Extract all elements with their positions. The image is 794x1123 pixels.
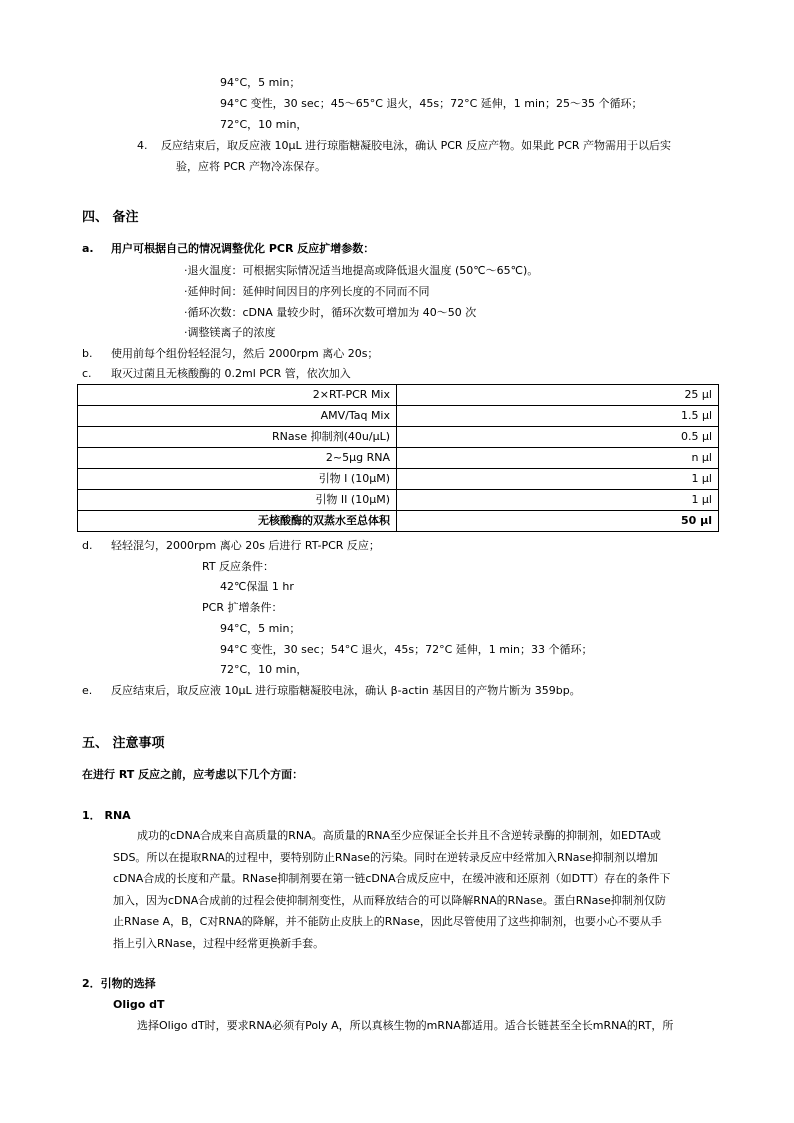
pcr-condition-2: 94°C 变性，30 sec；54°C 退火，45s；72°C 延伸，1 min；33 个循环； [220, 643, 593, 656]
item-e-text: 反应结束后，取反应液 10μL 进行琼脂糖凝胶电泳，确认 β-actin 基因目的产物片断为 359bp。 [111, 684, 581, 697]
rt-condition-label: RT 反应条件： [202, 560, 275, 573]
reagent-name: 2~5μg RNA [78, 448, 397, 469]
table-row [78, 469, 719, 490]
table-row [78, 427, 719, 448]
item-b-text: 使用前每个组份轻轻混匀，然后 2000rpm 离心 20s； [111, 347, 379, 360]
a-sub-annealing: ·退火温度：可根据实际情况适当地提高或降低退火温度 (50℃～65℃)。 [184, 264, 539, 277]
reagent-amount: 0.5 μl [397, 427, 719, 448]
pcr-step-2: 94°C 变性，30 sec；45～65°C 退火，45s；72°C 延伸，1 min；25～35 个循环； [220, 97, 643, 110]
step-4-text: 反应结束后，取反应液 10μL 进行琼脂糖凝胶电泳，确认 PCR 反应产物。如果此 PCR 产物需用于以后实 [161, 139, 672, 152]
pcr-condition-label: PCR 扩增条件： [202, 601, 283, 614]
item-e-label: e. [82, 684, 93, 697]
table-row [78, 448, 719, 469]
section-5-heading: 五、 注意事项 [82, 736, 165, 751]
rt-condition-temp: 42℃保温 1 hr [220, 580, 294, 593]
item-c-text: 取灭过菌且无核酸酶的 0.2ml PCR 管，依次加入 [111, 367, 351, 380]
section-5-intro: 在进行 RT 反应之前，应考虑以下几个方面： [82, 768, 304, 781]
reagent-name: RNase 抑制剂(40u/μL) [78, 427, 397, 448]
rna-paragraph [113, 825, 713, 954]
pcr-condition-1: 94°C，5 min； [220, 622, 301, 635]
reagent-name: 2×RT-PCR Mix [78, 385, 397, 406]
reagent-amount: 25 μl [397, 385, 719, 406]
primer-heading: 2．引物的选择 [82, 977, 156, 990]
rna-line: 加入，因为cDNA合成前的过程会使抑制剂变性，从而释放结合的可以降解RNA的RNase。蛋白RNase抑制剂仅防 [113, 893, 666, 907]
item-a-text: 用户可根据自己的情况调整优化 PCR 反应扩增参数： [111, 242, 375, 255]
reagent-amount: 1 μl [397, 490, 719, 511]
oligo-dt-subheading: Oligo dT [113, 998, 165, 1011]
rna-line: 指上引入RNase，过程中经常更换新手套。 [113, 936, 325, 950]
section-4-heading: 四、 备注 [82, 210, 139, 225]
table-row [78, 385, 719, 406]
pcr-step-1: 94°C，5 min； [220, 76, 301, 89]
item-d-text: 轻轻混匀，2000rpm 离心 20s 后进行 RT-PCR 反应； [111, 539, 380, 552]
reagent-amount: n μl [397, 448, 719, 469]
reagent-name: AMV/Taq Mix [78, 406, 397, 427]
reagent-amount: 50 μl [397, 511, 719, 532]
pcr-condition-3: 72°C，10 min， [220, 663, 308, 676]
reagent-table [77, 384, 719, 532]
a-sub-extension: ·延伸时间：延伸时间因目的序列长度的不同而不同 [184, 285, 430, 298]
rna-line: cDNA合成的长度和产量。RNase抑制剂要在第一链cDNA合成反应中，在缓冲液和还原剂（如DTT）存在的条件下 [113, 872, 671, 885]
rna-line: 止RNase A，B，C对RNA的降解，并不能防止皮肤上的RNase，因此尽管使用了这些抑制剂，也要小心不要从手 [113, 915, 662, 928]
item-b-label: b. [82, 347, 93, 360]
reagent-name: 引物 I (10μM) [78, 469, 397, 490]
table-row-total [78, 511, 719, 532]
step-4-number: 4. [137, 139, 148, 152]
reagent-amount: 1.5 μl [397, 406, 719, 427]
step-4-text-cont: 验，应将 PCR 产物冷冻保存。 [176, 160, 326, 173]
a-sub-cycles: ·循环次数：cDNA 量较少时，循环次数可增加为 40～50 次 [184, 306, 477, 319]
reagent-amount: 1 μl [397, 469, 719, 490]
a-sub-magnesium: ·调整镁离子的浓度 [184, 326, 276, 339]
table-row [78, 406, 719, 427]
reagent-name: 引物 II (10μM) [78, 490, 397, 511]
rna-line: SDS。所以在提取RNA的过程中，要特别防止RNase的污染。同时在逆转录反应中经常加入RNase抑制剂以增加 [113, 850, 659, 864]
rna-line: 成功的cDNA合成来自高质量的RNA。高质量的RNA至少应保证全长并且不含逆转录酶的抑制剂，如EDTA或 [137, 829, 661, 842]
rna-heading: 1． RNA [82, 809, 131, 822]
item-d-label: d. [82, 539, 93, 552]
item-a-label: a. [82, 242, 94, 255]
item-c-label: c. [82, 367, 92, 380]
pcr-step-3: 72°C，10 min， [220, 118, 308, 131]
table-row [78, 490, 719, 511]
oligo-dt-text: 选择Oligo dT时，要求RNA必须有Poly A，所以真核生物的mRNA都适用。适合长链甚至全长mRNA的RT，所 [137, 1019, 674, 1032]
reagent-name: 无核酸酶的双蒸水至总体积 [78, 511, 397, 532]
